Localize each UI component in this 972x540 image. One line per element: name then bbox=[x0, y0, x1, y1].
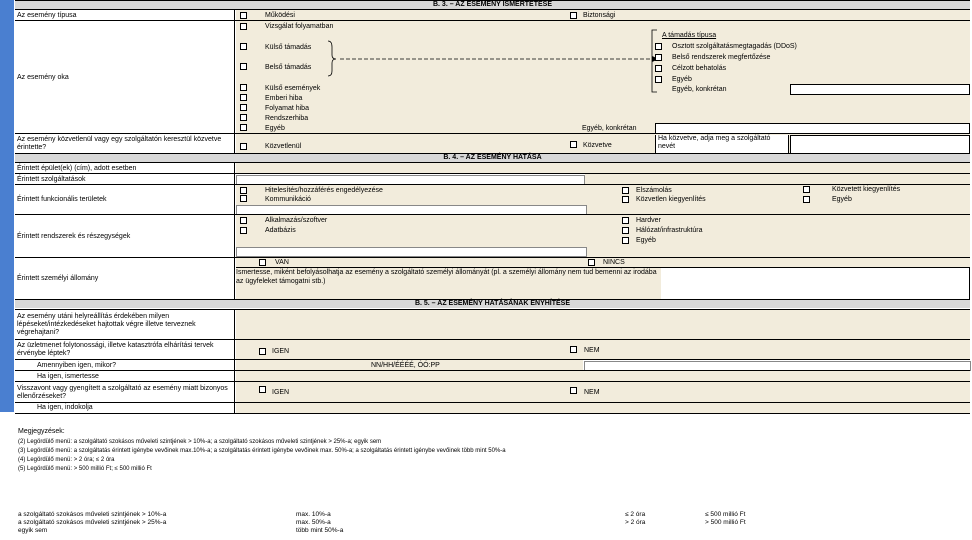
checkbox-vizsgalat[interactable] bbox=[240, 23, 247, 30]
label-event-cause: Az esemény oka bbox=[15, 21, 235, 134]
checkbox-egyeb-tamadas[interactable] bbox=[655, 76, 662, 83]
functional-areas-cell bbox=[236, 185, 970, 215]
label-controls-withdrawn: Visszavont vagy gyengített a szolgáltató az esemény miatt bizonyos ellenőrzéseket? bbox=[15, 382, 235, 403]
option-emberi-hiba: Emberi hiba bbox=[265, 95, 303, 102]
list-col2-item: max. 10%-a bbox=[296, 511, 331, 518]
option-alkalmazas: Alkalmazás/szoftver bbox=[265, 217, 328, 224]
option-biztonsagi: Biztonsági bbox=[583, 12, 616, 19]
checkbox-ddos[interactable] bbox=[655, 43, 662, 50]
attack-type-bracket bbox=[649, 29, 659, 94]
provider-name-prompt: Ha közvetve, adja meg a szolgáltató nevét bbox=[655, 135, 789, 153]
checkbox-kulso-tamadas[interactable] bbox=[240, 43, 247, 50]
checkbox-nem-continuity[interactable] bbox=[570, 346, 577, 353]
event-cause-cell bbox=[236, 21, 970, 134]
option-folyamat-hiba: Folyamat hiba bbox=[265, 105, 309, 112]
label-functional-areas: Érintett funkcionális területek bbox=[15, 185, 235, 215]
attack-type-arrow bbox=[326, 39, 666, 79]
checkbox-kulso-esemenyek[interactable] bbox=[240, 84, 247, 91]
option-kulso-tamadas: Külső támadás bbox=[265, 44, 312, 51]
checkbox-halozat[interactable] bbox=[622, 227, 629, 234]
staff-cell bbox=[236, 258, 970, 300]
checkbox-nem-controls[interactable] bbox=[570, 387, 577, 394]
left-accent-stripe bbox=[0, 0, 14, 412]
option-nem-continuity: NEM bbox=[584, 347, 600, 354]
option-hardver: Hardver bbox=[636, 217, 661, 224]
label-when: Amennyiben igen, mikor? bbox=[15, 360, 235, 371]
label-services: Érintett szolgáltatások bbox=[15, 174, 235, 185]
label-staff: Érintett személyi állomány bbox=[15, 258, 235, 300]
label-justify: Ha igen, indokolja bbox=[15, 403, 235, 413]
option-ddos: Osztott szolgáltatásmegtagadás (DDoS) bbox=[672, 43, 797, 50]
row-staff bbox=[15, 257, 970, 300]
row-justify bbox=[15, 402, 970, 414]
option-egyeb-funkcio: Egyéb bbox=[832, 196, 852, 203]
option-egyeb-tamadas: Egyéb bbox=[672, 76, 692, 83]
note-2: (2) Legördülő menü: a szolgáltató szokásos műveleti szintjének > 10%-a; a szolgáltató szokásos műveleti szintjének > 25%-a; egyik sem bbox=[18, 439, 382, 445]
option-igen-continuity: IGEN bbox=[272, 348, 290, 355]
checkbox-belso-tamadas[interactable] bbox=[240, 63, 247, 70]
checkbox-rendszerhiba[interactable] bbox=[240, 114, 247, 121]
list-col1-item: egyik sem bbox=[18, 527, 48, 534]
attack-type-heading: A támadás típusa bbox=[662, 32, 717, 39]
option-egyeb-konkretan-ok: Egyéb, konkrétan bbox=[582, 125, 637, 132]
list-col1-item: a szolgáltató szokásos műveleti szintjének > 25%-a bbox=[18, 519, 167, 526]
checkbox-elszamolas[interactable] bbox=[622, 187, 629, 194]
label-continuity: Az üzletmenet folytonossági, illetve katasztrófa elhárítási tervek érvénybe léptek? bbox=[15, 340, 235, 360]
checkbox-mukodesi[interactable] bbox=[240, 12, 247, 19]
attack-other-input[interactable] bbox=[790, 84, 970, 95]
checkbox-egyeb-funkcio[interactable] bbox=[803, 196, 810, 203]
option-halozat: Hálózat/infrastruktúra bbox=[636, 227, 703, 234]
justify-input[interactable] bbox=[236, 403, 970, 413]
checkbox-kommunikacio[interactable] bbox=[240, 195, 247, 202]
checkbox-biztonsagi[interactable] bbox=[570, 12, 577, 19]
option-celzott: Célzott behatolás bbox=[672, 65, 727, 72]
checkbox-hitelesites[interactable] bbox=[240, 187, 247, 194]
list-col4-item: > 500 millió Ft bbox=[705, 519, 746, 526]
row-functional-areas bbox=[15, 184, 970, 215]
checkbox-nincs[interactable] bbox=[588, 259, 595, 266]
checkbox-alkalmazas[interactable] bbox=[240, 217, 247, 224]
checkbox-kozvetlenul[interactable] bbox=[240, 143, 247, 150]
checkbox-kozvetlen-kiegy[interactable] bbox=[622, 196, 629, 203]
checkbox-igen-continuity[interactable] bbox=[259, 348, 266, 355]
option-belso-tamadas: Belső támadás bbox=[265, 64, 312, 71]
option-kozvetett-kiegy: Közvetett kiegyenlítés bbox=[832, 186, 901, 193]
recovery-input[interactable] bbox=[236, 310, 970, 340]
checkbox-kozvetett-kiegy[interactable] bbox=[803, 186, 810, 193]
option-kozvetlenul: Közvetlenül bbox=[265, 143, 302, 150]
option-kozvetlen-kiegy: Közvetlen kiegyenlítés bbox=[636, 196, 706, 203]
option-igen-controls: IGEN bbox=[272, 389, 290, 396]
row-event-cause bbox=[15, 20, 970, 134]
continuity-cell bbox=[236, 340, 970, 360]
option-rendszerhiba: Rendszerhiba bbox=[265, 115, 309, 122]
option-kommunikacio: Kommunikáció bbox=[265, 196, 311, 203]
option-egyeb-konkretan-tamadas: Egyéb, konkrétan bbox=[672, 86, 727, 93]
option-elszamolas: Elszámolás bbox=[636, 187, 672, 194]
list-col3-item: > 2 óra bbox=[625, 519, 646, 526]
list-col1-item: a szolgáltató szokásos műveleti szintjének > 10%-a bbox=[18, 511, 167, 518]
staff-impact-description: Ismertesse, miként befolyásolhatja az esemény a szolgáltató személyi állományát (pl. a személyi állomány nem tud bemenni az irodába az ügyfeleket támogatni stb.) bbox=[236, 267, 662, 300]
label-recovery: Az esemény utáni helyreállítás érdekében milyen lépéseket/intézkedéseket hajtottak végre illetve terveznek végrehajtani? bbox=[15, 310, 235, 340]
option-belso-rendszerek: Belső rendszerek megfertőzése bbox=[672, 54, 771, 61]
checkbox-igen-controls[interactable] bbox=[259, 386, 266, 393]
label-event-type: Az esemény típusa bbox=[15, 10, 235, 21]
note-4: (4) Legördülő menü: > 2 óra; ≤ 2 óra bbox=[18, 457, 115, 463]
list-col3-item: ≤ 2 óra bbox=[625, 511, 646, 518]
checkbox-belso-rendszerek[interactable] bbox=[655, 54, 662, 61]
option-adatbazis: Adatbázis bbox=[265, 227, 296, 234]
row-controls-withdrawn bbox=[15, 381, 970, 403]
systems-cell bbox=[236, 215, 970, 258]
row-continuity bbox=[15, 339, 970, 360]
notes-title: Megjegyzések: bbox=[18, 428, 65, 435]
checkbox-adatbazis[interactable] bbox=[240, 227, 247, 234]
provider-name-input[interactable] bbox=[790, 135, 970, 154]
option-van: VAN bbox=[275, 259, 289, 266]
list-col4-item: ≤ 500 millió Ft bbox=[705, 511, 746, 518]
row-systems bbox=[15, 214, 970, 258]
label-systems: Érintett rendszerek és részegységek bbox=[15, 215, 235, 258]
checkbox-celzott[interactable] bbox=[655, 65, 662, 72]
systems-other-input[interactable] bbox=[236, 247, 587, 257]
checkbox-egyeb-ok[interactable] bbox=[240, 124, 247, 131]
option-mukodesi: Működési bbox=[265, 12, 295, 19]
checkbox-egyeb-rendszer[interactable] bbox=[622, 237, 629, 244]
note-3: (3) Legördülő menü: a szolgáltatás érintett igénybe vevőinek max.10%-a; a szolgáltatás érintett igénybe vevőinek max. 50%-a; a szolgáltatás érintett igénybe vevőinek több mint 50%-a bbox=[18, 448, 506, 454]
list-col2-item: max. 50%-a bbox=[296, 519, 331, 526]
staff-impact-input[interactable] bbox=[661, 267, 970, 300]
option-nem-controls: NEM bbox=[584, 389, 600, 396]
section-header-b4: B. 4. – AZ ESEMÉNY HATÁSA bbox=[15, 153, 970, 162]
list-col2-item: több mint 50%-a bbox=[296, 527, 344, 534]
controls-withdrawn-cell bbox=[236, 382, 970, 403]
label-direct-indirect: Az esemény közvetlenül vagy egy szolgáltatón keresztül közvetve érintette? bbox=[15, 134, 235, 154]
row-direct-indirect bbox=[15, 133, 970, 154]
direct-indirect-cell bbox=[236, 134, 970, 154]
checkbox-van[interactable] bbox=[259, 259, 266, 266]
option-kulso-esemenyek: Külső események bbox=[265, 85, 321, 92]
option-nincs: NINCS bbox=[603, 259, 625, 266]
section-header-b5: B. 5. – AZ ESEMÉNY HATÁSÁNAK ENYHÍTÉSE bbox=[15, 299, 970, 308]
checkbox-hardver[interactable] bbox=[622, 217, 629, 224]
option-hitelesites: Hitelesítés/hozzáférés engedélyezése bbox=[265, 187, 383, 194]
label-buildings: Érintett épület(ek) (cím), adott esetben bbox=[15, 163, 235, 174]
option-egyeb-rendszer: Egyéb bbox=[636, 237, 656, 244]
option-egyeb-ok: Egyéb bbox=[265, 125, 285, 132]
option-vizsgalat: Vizsgálat folyamatban bbox=[265, 23, 334, 30]
checkbox-kozvetve[interactable] bbox=[570, 141, 577, 148]
note-5: (5) Legördülő menü: > 500 millió Ft; ≤ 500 millió Ft bbox=[18, 466, 152, 472]
checkbox-emberi-hiba[interactable] bbox=[240, 94, 247, 101]
section-header-b3: B. 3. – AZ ESEMÉNY ISMERTETÉSE bbox=[15, 0, 970, 9]
label-describe: Ha igen, ismertesse bbox=[15, 371, 235, 382]
row-recovery bbox=[15, 309, 970, 340]
option-kozvetve: Közvetve bbox=[583, 142, 612, 149]
checkbox-folyamat-hiba[interactable] bbox=[240, 104, 247, 111]
date-format-hint: NN/HH/ÉÉÉÉ, ÓÓ:PP bbox=[371, 362, 440, 369]
